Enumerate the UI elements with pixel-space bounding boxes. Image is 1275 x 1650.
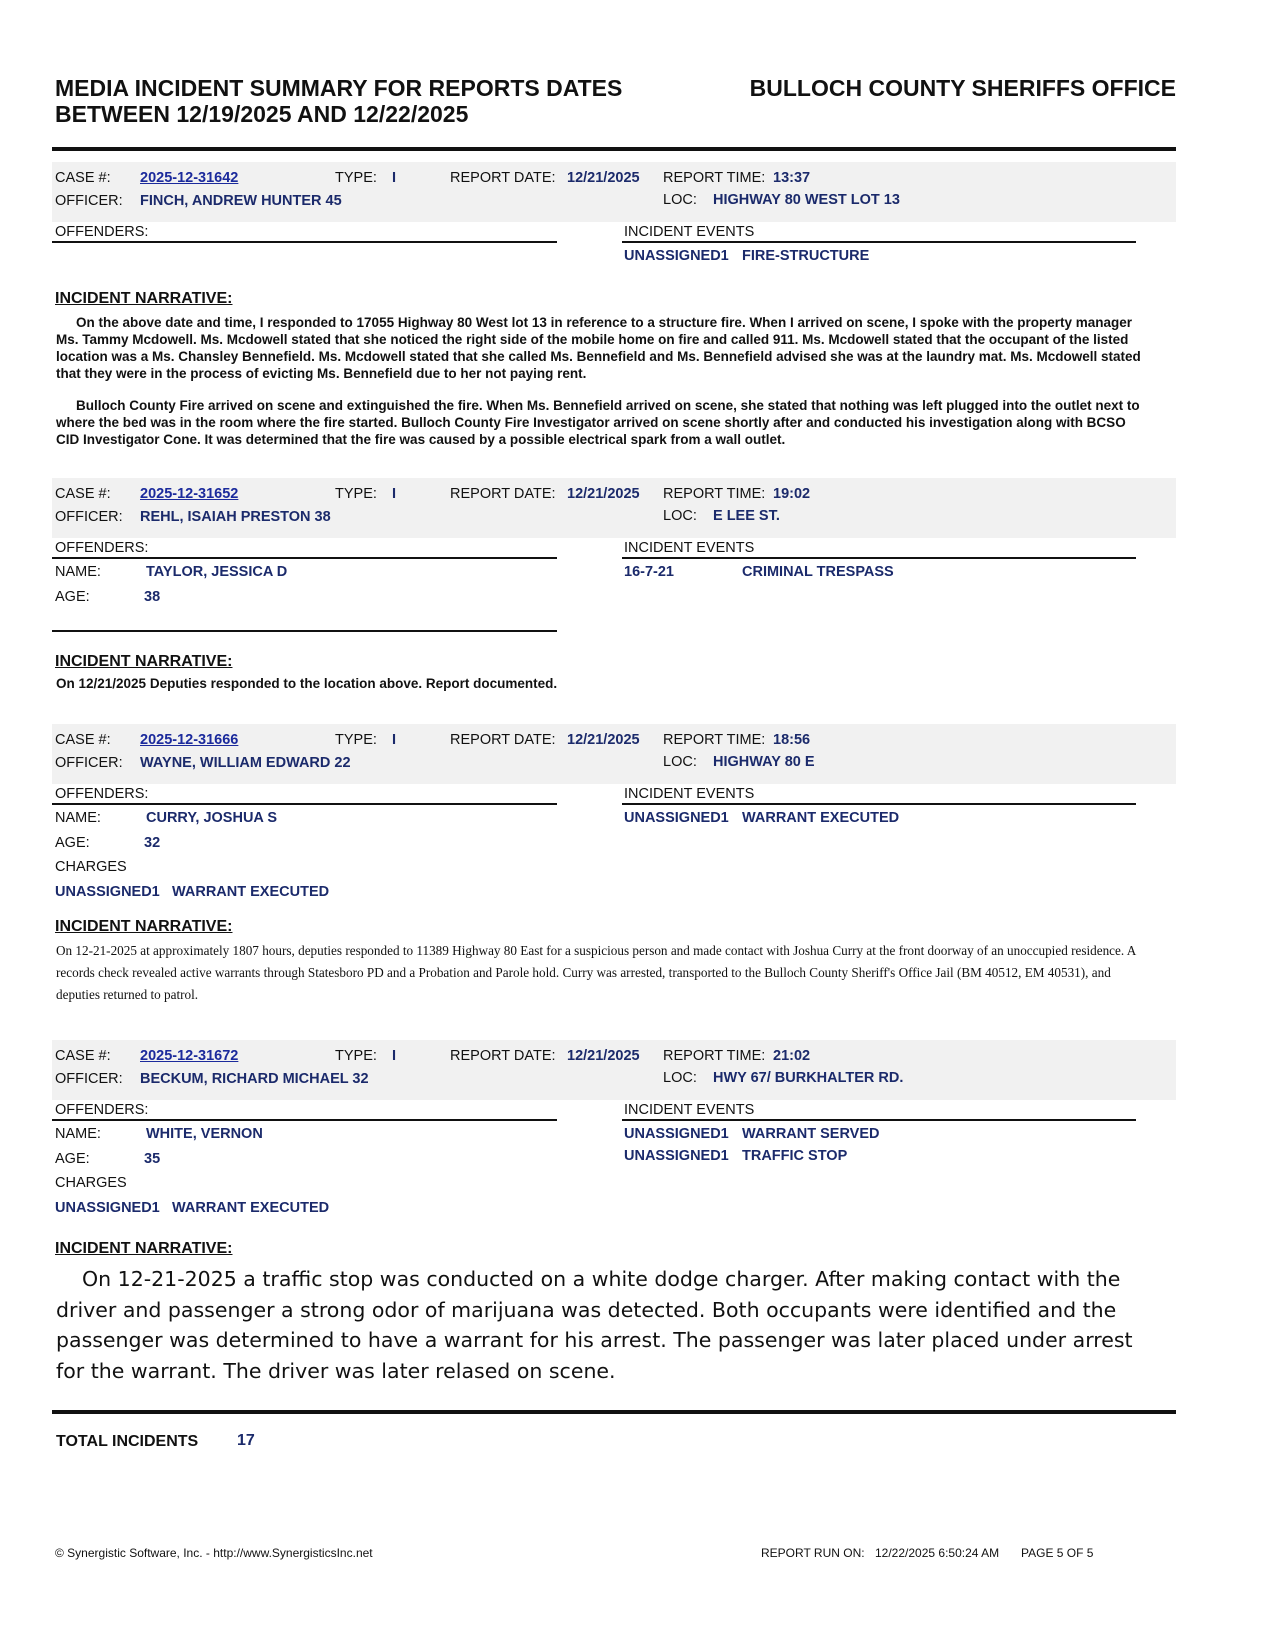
case-number-link[interactable]: 2025-12-31672 xyxy=(140,1048,239,1064)
offender-age: 38 xyxy=(144,589,161,605)
incident-events-label: INCIDENT EVENTS xyxy=(624,224,755,240)
type-value: I xyxy=(392,486,397,502)
case-number-link[interactable]: 2025-12-31642 xyxy=(140,170,239,186)
officer-label: OFFICER: xyxy=(55,193,123,209)
narrative-heading: INCIDENT NARRATIVE: xyxy=(55,653,233,670)
event-desc: FIRE-STRUCTURE xyxy=(742,248,870,264)
narrative-heading: INCIDENT NARRATIVE: xyxy=(55,918,233,935)
event-desc: CRIMINAL TRESPASS xyxy=(742,564,894,580)
officer-value: FINCH, ANDREW HUNTER 45 xyxy=(140,193,342,209)
charge-desc: WARRANT EXECUTED xyxy=(172,884,330,900)
case-details xyxy=(52,538,1176,638)
event-code: UNASSIGNED1 xyxy=(624,248,729,264)
report-date-label: REPORT DATE: xyxy=(450,1048,556,1064)
offenders-label: OFFENDERS: xyxy=(55,786,149,802)
offender-age-label: AGE: xyxy=(55,1151,90,1167)
officer-label: OFFICER: xyxy=(55,755,123,771)
footer-copyright: © Synergistic Software, Inc. - http://www.SynergisticsInc.net xyxy=(55,1546,373,1560)
total-incidents-value: 17 xyxy=(237,1432,255,1449)
case-record xyxy=(52,478,1176,638)
report-time-label: REPORT TIME: xyxy=(663,486,766,502)
offender-name: TAYLOR, JESSICA D xyxy=(146,564,288,580)
case-details xyxy=(52,222,1176,282)
case-label: CASE #: xyxy=(55,170,111,186)
report-date-label: REPORT DATE: xyxy=(450,732,556,748)
loc-label: LOC: xyxy=(663,754,697,770)
officer-label: OFFICER: xyxy=(55,509,123,525)
offender-age: 32 xyxy=(144,835,161,851)
charge-desc: WARRANT EXECUTED xyxy=(172,1200,330,1216)
report-time-label: REPORT TIME: xyxy=(663,170,766,186)
page-title-line-1: MEDIA INCIDENT SUMMARY FOR REPORTS DATES xyxy=(55,75,623,101)
divider xyxy=(52,1119,557,1121)
report-date-value: 12/21/2025 xyxy=(567,1048,640,1064)
incident-narrative xyxy=(56,675,1146,692)
charges-label: CHARGES xyxy=(55,1175,127,1191)
footer-run-on-value: 12/22/2025 6:50:24 AM xyxy=(875,1546,1000,1560)
officer-label: OFFICER: xyxy=(55,1071,123,1087)
incident-events-label: INCIDENT EVENTS xyxy=(624,1102,755,1118)
report-date-label: REPORT DATE: xyxy=(450,170,556,186)
offender-name-label: NAME: xyxy=(55,1126,101,1142)
incident-narrative xyxy=(56,940,1146,1006)
narrative-paragraph: Bulloch County Fire arrived on scene and extinguished the fire. When Ms. Bennefield arrived on scene, she stated that nothing was left plugged into the outlet next to where the bed was in the room where the fire started. Bulloch County Fire Investigator arrived on scene shortly after and conducted his investigation along with BCSO CID Investigator Cone. It was determined that the fire was caused by a possible electrical spark from a wall outlet. xyxy=(56,398,1140,447)
case-record xyxy=(52,1040,1176,1220)
loc-value: E LEE ST. xyxy=(713,508,780,524)
type-label: TYPE: xyxy=(335,486,377,502)
divider xyxy=(622,803,1136,805)
divider xyxy=(52,803,557,805)
case-label: CASE #: xyxy=(55,732,111,748)
officer-value: BECKUM, RICHARD MICHAEL 32 xyxy=(140,1071,369,1087)
event-desc: WARRANT EXECUTED xyxy=(742,810,900,826)
divider xyxy=(52,630,557,632)
type-value: I xyxy=(392,1048,397,1064)
footer-page-number: PAGE 5 OF 5 xyxy=(1021,1546,1094,1560)
officer-value: WAYNE, WILLIAM EDWARD 22 xyxy=(140,755,351,771)
event-code: 16-7-21 xyxy=(624,564,674,580)
report-time-value: 13:37 xyxy=(773,170,811,186)
case-header xyxy=(52,162,1176,222)
incident-narrative xyxy=(56,1264,1166,1386)
loc-value: HIGHWAY 80 E xyxy=(713,754,815,770)
offender-name-label: NAME: xyxy=(55,564,101,580)
offender-name-label: NAME: xyxy=(55,810,101,826)
case-header xyxy=(52,724,1176,784)
case-label: CASE #: xyxy=(55,486,111,502)
offenders-label: OFFENDERS: xyxy=(55,224,149,240)
case-header xyxy=(52,478,1176,538)
header-divider xyxy=(52,147,1176,151)
case-record xyxy=(52,724,1176,904)
incident-events-label: INCIDENT EVENTS xyxy=(624,540,755,556)
offender-name: CURRY, JOSHUA S xyxy=(146,810,278,826)
divider xyxy=(622,557,1136,559)
type-label: TYPE: xyxy=(335,170,377,186)
charge-code: UNASSIGNED1 xyxy=(55,884,160,900)
report-date-label: REPORT DATE: xyxy=(450,486,556,502)
offender-age-label: AGE: xyxy=(55,835,90,851)
case-header xyxy=(52,1040,1176,1100)
divider xyxy=(52,557,557,559)
report-time-value: 21:02 xyxy=(773,1048,811,1064)
narrative-heading: INCIDENT NARRATIVE: xyxy=(55,290,233,307)
incident-narrative xyxy=(56,314,1146,448)
narrative-paragraph: On 12/21/2025 Deputies responded to the location above. Report documented. xyxy=(56,676,558,691)
type-value: I xyxy=(392,170,397,186)
narrative-paragraph: On 12-21-2025 a traffic stop was conducted on a white dodge charger. After making contact with the driver and passenger a strong odor of marijuana was detected. Both occupants were identified and the passenger was determined to have a warrant for his arrest. The passenger was later placed under arrest for the warrant. The driver was later relased on scene. xyxy=(56,1267,1133,1383)
officer-value: REHL, ISAIAH PRESTON 38 xyxy=(140,509,331,525)
charge-code: UNASSIGNED1 xyxy=(55,1200,160,1216)
divider xyxy=(52,241,557,243)
total-incidents-label: TOTAL INCIDENTS xyxy=(56,1433,199,1450)
event-code: UNASSIGNED1 xyxy=(624,810,729,826)
charges-label: CHARGES xyxy=(55,859,127,875)
page-title xyxy=(55,75,622,127)
case-number-link[interactable]: 2025-12-31666 xyxy=(140,732,239,748)
page-title-line-2: BETWEEN 12/19/2025 AND 12/22/2025 xyxy=(55,101,469,127)
incident-events-label: INCIDENT EVENTS xyxy=(624,786,755,802)
agency-name: BULLOCH COUNTY SHERIFFS OFFICE xyxy=(749,75,1176,101)
totals-divider xyxy=(52,1410,1176,1414)
offenders-label: OFFENDERS: xyxy=(55,1102,149,1118)
offender-age: 35 xyxy=(144,1151,161,1167)
narrative-heading: INCIDENT NARRATIVE: xyxy=(55,1240,233,1257)
report-date-value: 12/21/2025 xyxy=(567,170,640,186)
narrative-paragraph: On 12-21-2025 at approximately 1807 hours, deputies responded to 11389 Highway 80 East for a suspicious person and made contact with Joshua Curry at the front doorway of an unoccupied residence. A records check revealed active warrants through Statesboro PD and a Probation and Parole hold. Curry was arrested, transported to the Bulloch County Sheriff's Office Jail (BM 40512, EM 40531), and deputies returned to patrol. xyxy=(56,943,1136,1002)
event-code: UNASSIGNED1 xyxy=(624,1126,729,1142)
loc-label: LOC: xyxy=(663,508,697,524)
type-value: I xyxy=(392,732,397,748)
loc-label: LOC: xyxy=(663,192,697,208)
event-desc: TRAFFIC STOP xyxy=(742,1148,848,1164)
case-record xyxy=(52,162,1176,282)
loc-label: LOC: xyxy=(663,1070,697,1086)
loc-value: HIGHWAY 80 WEST LOT 13 xyxy=(713,192,900,208)
event-desc: WARRANT SERVED xyxy=(742,1126,880,1142)
offenders-label: OFFENDERS: xyxy=(55,540,149,556)
case-details xyxy=(52,784,1176,904)
report-time-label: REPORT TIME: xyxy=(663,732,766,748)
narrative-paragraph: On the above date and time, I responded to 17055 Highway 80 West lot 13 in reference to a structure fire. When I arrived on scene, I spoke with the property manager Ms. Tammy Mcdowell. Ms. Mcdowell stated that she noticed the right side of the mobile home on fire and called 911. Ms. Mcdowell stated that the occupant of the listed location was a Ms. Chansley Bennefield. Ms. Mcdowell stated that she called Ms. Bennefield and Ms. Bennefield advised she was at the laundry mat. Ms. Mcdowell stated that they were in the process of evicting Ms. Bennefield due to her not paying rent. xyxy=(56,315,1141,381)
loc-value: HWY 67/ BURKHALTER RD. xyxy=(713,1070,904,1086)
divider xyxy=(622,241,1136,243)
report-time-label: REPORT TIME: xyxy=(663,1048,766,1064)
report-time-value: 19:02 xyxy=(773,486,811,502)
offender-name: WHITE, VERNON xyxy=(146,1126,263,1142)
case-number-link[interactable]: 2025-12-31652 xyxy=(140,486,239,502)
offender-age-label: AGE: xyxy=(55,589,90,605)
footer-run-on-label: REPORT RUN ON: xyxy=(761,1546,865,1560)
case-label: CASE #: xyxy=(55,1048,111,1064)
report-time-value: 18:56 xyxy=(773,732,811,748)
report-date-value: 12/21/2025 xyxy=(567,486,640,502)
divider xyxy=(622,1119,1136,1121)
report-date-value: 12/21/2025 xyxy=(567,732,640,748)
type-label: TYPE: xyxy=(335,732,377,748)
type-label: TYPE: xyxy=(335,1048,377,1064)
case-details xyxy=(52,1100,1176,1220)
event-code: UNASSIGNED1 xyxy=(624,1148,729,1164)
